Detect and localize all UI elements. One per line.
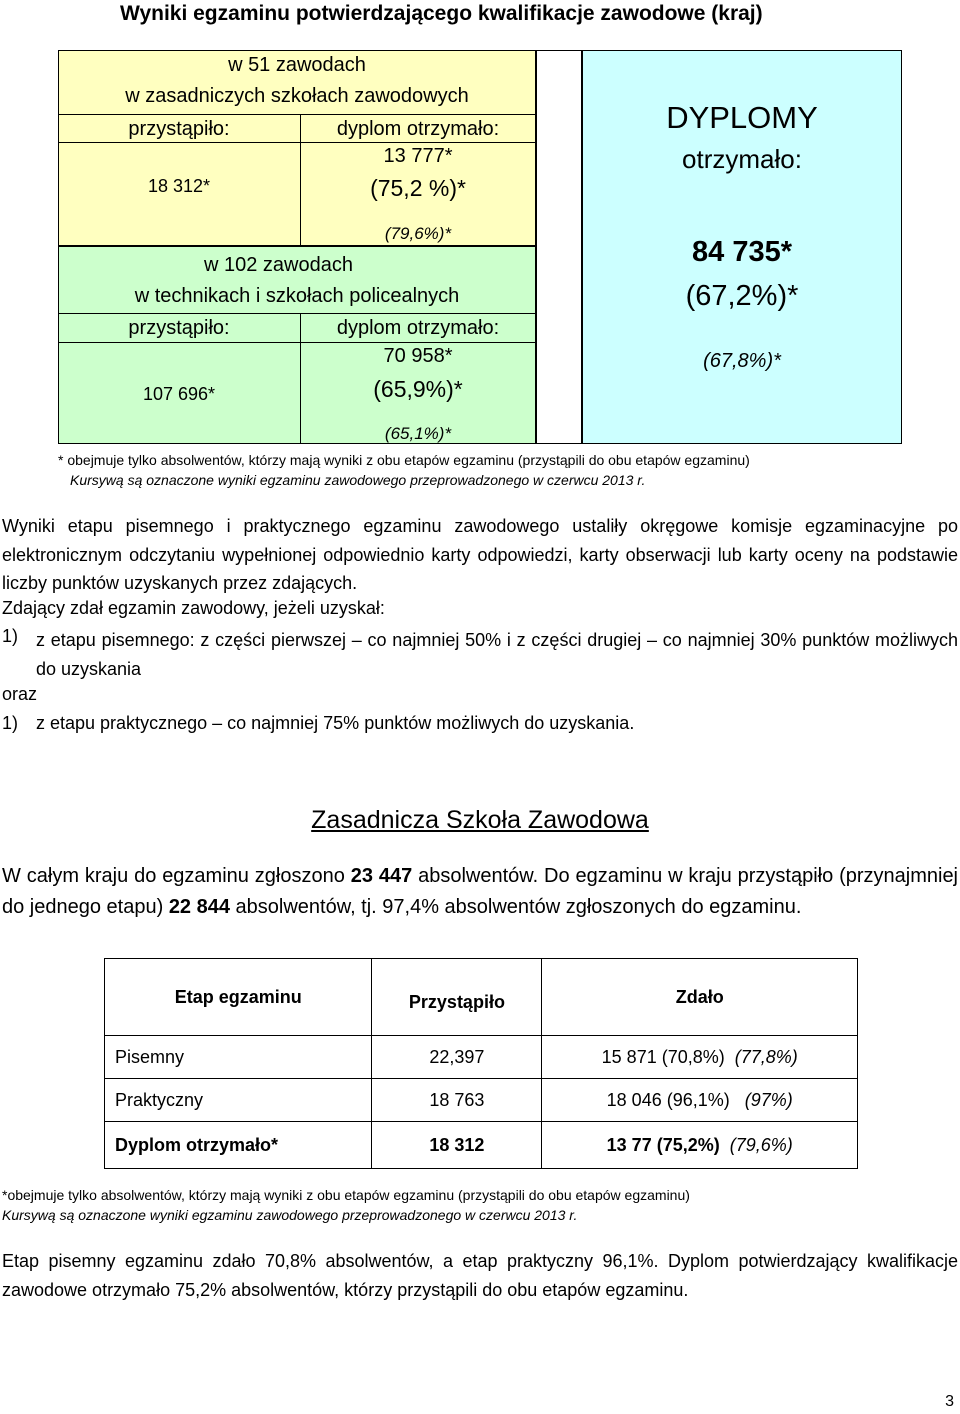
- tech-line1: w 102 zawodach: [204, 254, 353, 276]
- criteria-and: oraz: [2, 684, 38, 704]
- criteria-lead: Zdający zdał egzamin zawodowy, jeżeli uzyskał:: [2, 598, 385, 618]
- closing-paragraph: Etap pisemny egzaminu zdało 70,8% absolwentów, a etap praktyczny 96,1%. Dyplom potwierdzający kwalifikacje zawodowe otrzymało 75,2% absolwentów, którzy przystąpili do obu etapów egzaminu.: [2, 1251, 958, 1300]
- passed-cell: 18 046 (96,1%) (97%): [542, 1079, 858, 1122]
- results-table: [104, 958, 858, 1169]
- zsz-diploma-label: dyplom otrzymało:: [336, 118, 500, 140]
- passed-cell: 15 871 (70,8%) (77,8%): [542, 1036, 858, 1079]
- zsz-line2: w zasadniczych szkołach zawodowych: [125, 85, 469, 107]
- page-title: Wyniki egzaminu potwierdzającego kwalifikacje zawodowe (kraj): [120, 2, 763, 25]
- tech-diploma-pct: (65,9%)*: [373, 376, 463, 402]
- joined-count: 22 844: [168, 896, 230, 918]
- column-header: Etap egzaminu: [105, 959, 372, 1036]
- tech-joined-value: 107 696*: [142, 384, 216, 404]
- criteria-item-number: 1): [2, 626, 19, 646]
- joined-cell: 18 312: [372, 1122, 542, 1169]
- diplomas-value: 84 735*: [692, 236, 792, 268]
- intro-paragraph: Wyniki etapu pisemnego i praktycznego egzaminu zawodowego ustaliły okręgowe komisje egzaminacyjne po elektronicznym odczytaniu wypełnionej odpowiednio karty odpowiedzi, karty obserwacji lub karty oceny na podstawie liczby punktów uzyskanych przez zdających.: [2, 516, 958, 594]
- tech-line2: w technikach i szkołach policealnych: [134, 285, 460, 307]
- summary-italic-note: Kursywą są oznaczone wyniki egzaminu zawodowego przeprowadzonego w czerwcu 2013 r.: [70, 472, 646, 488]
- criteria-item-written: z etapu pisemnego: z części pierwszej – co najmniej 50% i z części drugiej – co najmniej 30% punktów możliwych do uzyskania: [36, 630, 958, 679]
- table-row: [105, 1036, 858, 1079]
- tech-diploma-value: 70 958*: [383, 345, 453, 367]
- divider: [58, 342, 536, 343]
- tech-joined-label: przystąpiło:: [128, 317, 230, 339]
- column-header: Zdało: [542, 959, 858, 1036]
- table-row: [105, 1079, 858, 1122]
- divider: [58, 142, 536, 143]
- zsz-diploma-pct: (75,2 %)*: [370, 175, 466, 201]
- zsz-diploma-pct-prev: (79,6%)*: [384, 224, 452, 243]
- table-footnote: *obejmuje tylko absolwentów, którzy mają wyniki z obu etapów egzaminu (przystąpili do obu etapów egzaminu): [2, 1187, 690, 1203]
- criteria-item-number: 1): [2, 713, 19, 733]
- summary-footnote: * obejmuje tylko absolwentów, którzy mają wyniki z obu etapów egzaminu (przystąpili do obu etapów egzaminu): [58, 452, 750, 468]
- section-intro: W całym kraju do egzaminu zgłoszono 23 447 absolwentów. Do egzaminu w kraju przystąpiło (przynajmniej do jednego etapu) 22 844 absolwentów, tj. 97,4% absolwentów zgłoszonych do egzaminu.: [2, 865, 959, 918]
- zsz-diploma-value: 13 777*: [383, 145, 453, 167]
- joined-cell: 22,397: [372, 1036, 542, 1079]
- table-row: [105, 1122, 858, 1169]
- separator-gap: [536, 50, 582, 444]
- column-header: Przystąpiło: [372, 959, 542, 1036]
- stage-cell: Pisemny: [105, 1036, 372, 1079]
- table-italic-note: Kursywą są oznaczone wyniki egzaminu zawodowego przeprowadzonego w czerwcu 2013 r.: [2, 1207, 578, 1223]
- divider: [58, 114, 536, 115]
- zsz-joined-label: przystąpiło:: [128, 118, 230, 140]
- diplomas-heading: DYPLOMY: [666, 100, 818, 135]
- stage-cell: Dyplom otrzymało*: [105, 1122, 372, 1169]
- zsz-joined-value: 18 312*: [147, 176, 211, 196]
- section-heading: Zasadnicza Szkoła Zawodowa: [311, 806, 649, 834]
- diplomas-pct-prev: (67,8%)*: [703, 350, 781, 372]
- zsz-line1: w 51 zawodach: [228, 54, 366, 76]
- joined-cell: 18 763: [372, 1079, 542, 1122]
- passed-cell: 13 77 (75,2%) (79,6%): [542, 1122, 858, 1169]
- diplomas-subheading: otrzymało:: [682, 144, 802, 174]
- divider: [58, 313, 536, 314]
- stage-cell: Praktyczny: [105, 1079, 372, 1122]
- page-number: 3: [945, 1393, 954, 1410]
- tech-diploma-pct-prev: (65,1%)*: [384, 424, 452, 443]
- registered-count: 23 447: [350, 865, 413, 887]
- diplomas-pct: (67,2%)*: [685, 280, 799, 312]
- tech-diploma-label: dyplom otrzymało:: [336, 317, 500, 339]
- criteria-item-practical: z etapu praktycznego – co najmniej 75% punktów możliwych do uzyskania.: [36, 713, 635, 733]
- table-header-row: [105, 959, 858, 1036]
